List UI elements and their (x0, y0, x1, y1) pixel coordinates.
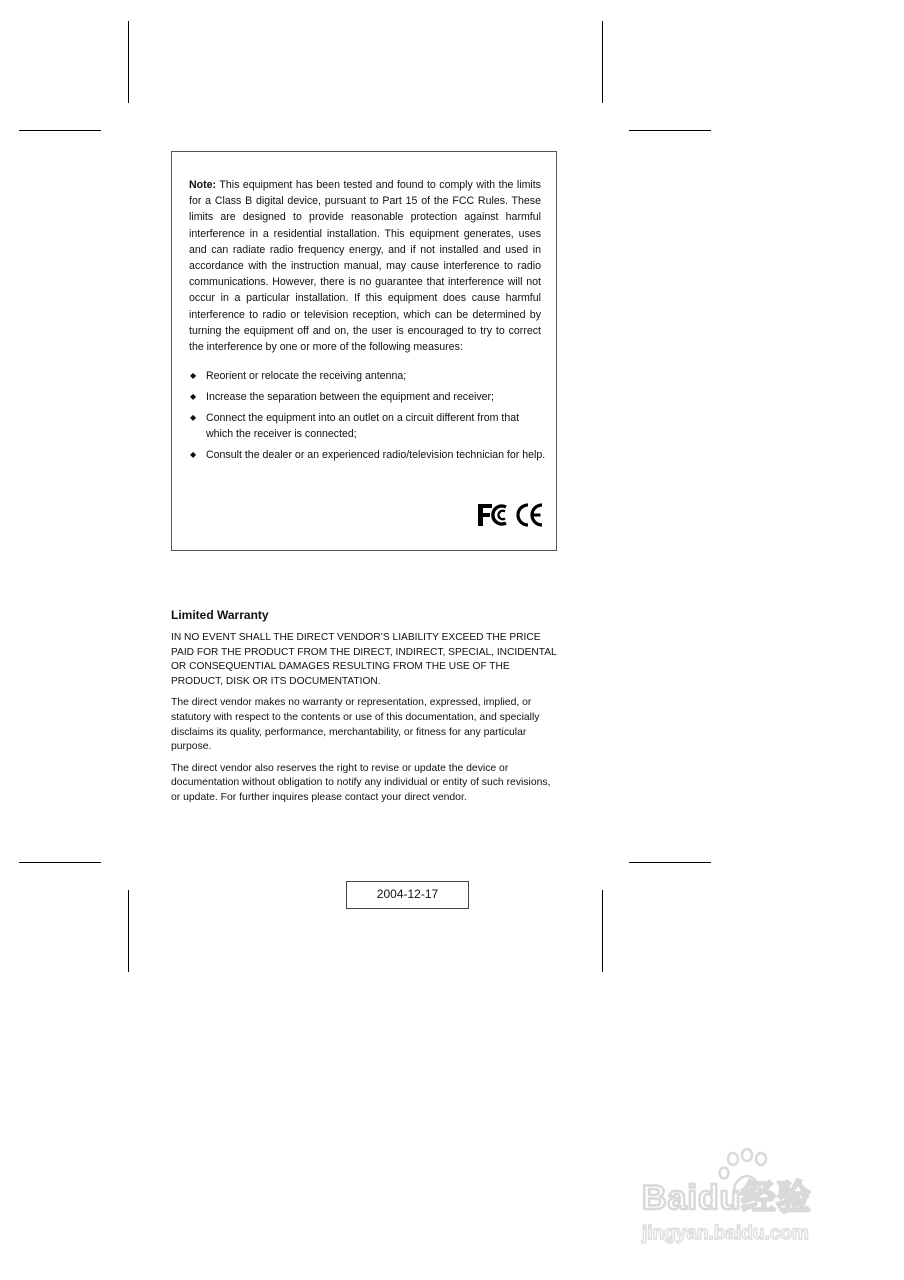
warranty-revision-paragraph: The direct vendor also reserves the right to revise or update the device or documentation without obligation to notify any individual or entity of such revisions, or update. For further inquires please contact your direct vendor. (171, 762, 551, 803)
measures-list (189, 368, 549, 468)
diamond-bullet-icon: ◆ (190, 392, 197, 401)
certification-logos (476, 500, 544, 530)
svg-text:jingyan.baidu.com: jingyan.baidu.com (642, 1223, 809, 1244)
crop-mark-top-right-vertical (602, 21, 603, 103)
crop-mark-bottom-right-vertical (602, 890, 603, 972)
fcc-note-box (171, 151, 557, 551)
note-label: Note: (189, 179, 217, 191)
list-item (189, 447, 549, 463)
list-item-text: Connect the equipment into an outlet on a circuit different from that which the receiver is connected; (206, 412, 520, 441)
note-paragraph (189, 177, 541, 355)
crop-mark-bottom-left-vertical (128, 890, 129, 972)
crop-mark-top-left-vertical (128, 21, 129, 103)
diamond-bullet-icon: ◆ (190, 371, 197, 380)
note-body: This equipment has been tested and found to comply with the limits for a Class B digital device, pursuant to Part 15 of the FCC Rules. These limits are designed to provide reasonable protection against harmful interference in a residential installation. This equipment generates, uses and can radiate radio frequency energy, and if not installed and used in accordance with the instruction manual, may cause interference to radio communications. However, there is no guarantee that interference will not occur in a particular installation. If this equipment does cause harmful interference to radio or television reception, which can be determined by turning the equipment off and on, the user is encouraged to try to correct the interference by one or more of the following measures: (189, 179, 541, 354)
list-item (189, 410, 549, 442)
list-item (189, 389, 549, 405)
warranty-disclaimer-paragraph: The direct vendor makes no warranty or representation, expressed, implied, or statutory with respect to the contents or use of this documentation, and specially disclaims its quality, performance, merchantability, or fitness for any particular purpose. (171, 697, 540, 753)
crop-mark-top-left-horizontal (19, 130, 101, 131)
ce-mark-icon (518, 505, 542, 525)
list-item-text: Reorient or relocate the receiving antenna; (206, 370, 407, 382)
list-item (189, 368, 549, 384)
diamond-bullet-icon: ◆ (190, 450, 197, 460)
list-item-text: Consult the dealer or an experienced radio/television technician for help. (206, 449, 546, 462)
crop-mark-top-right-horizontal (629, 130, 711, 131)
warranty-liability-paragraph: IN NO EVENT SHALL THE DIRECT VENDOR’S LIABILITY EXCEED THE PRICE PAID FOR THE PRODUCT FROM THE DIRECT, INDIRECT, SPECIAL, INCIDENTAL OR CONSEQUENTIAL DAMAGES RESULTING FROM THE USE OF THE PRODUCT, DISK OR ITS DOCUMENTATION. (171, 632, 557, 687)
baidu-jingyan-watermark (640, 1145, 850, 1245)
fcc-mark-icon (478, 504, 506, 526)
list-item-text: Increase the separation between the equipment and receiver; (206, 391, 494, 403)
crop-mark-bottom-right-horizontal (629, 862, 711, 863)
revision-date: 2004-12-17 (346, 881, 469, 909)
warranty-heading: Limited Warranty (171, 608, 269, 622)
limited-warranty-section (171, 607, 561, 813)
diamond-bullet-icon: ◆ (190, 413, 197, 422)
crop-mark-bottom-left-horizontal (19, 862, 101, 863)
svg-text:Baidu经验: Baidu经验 (642, 1179, 812, 1217)
